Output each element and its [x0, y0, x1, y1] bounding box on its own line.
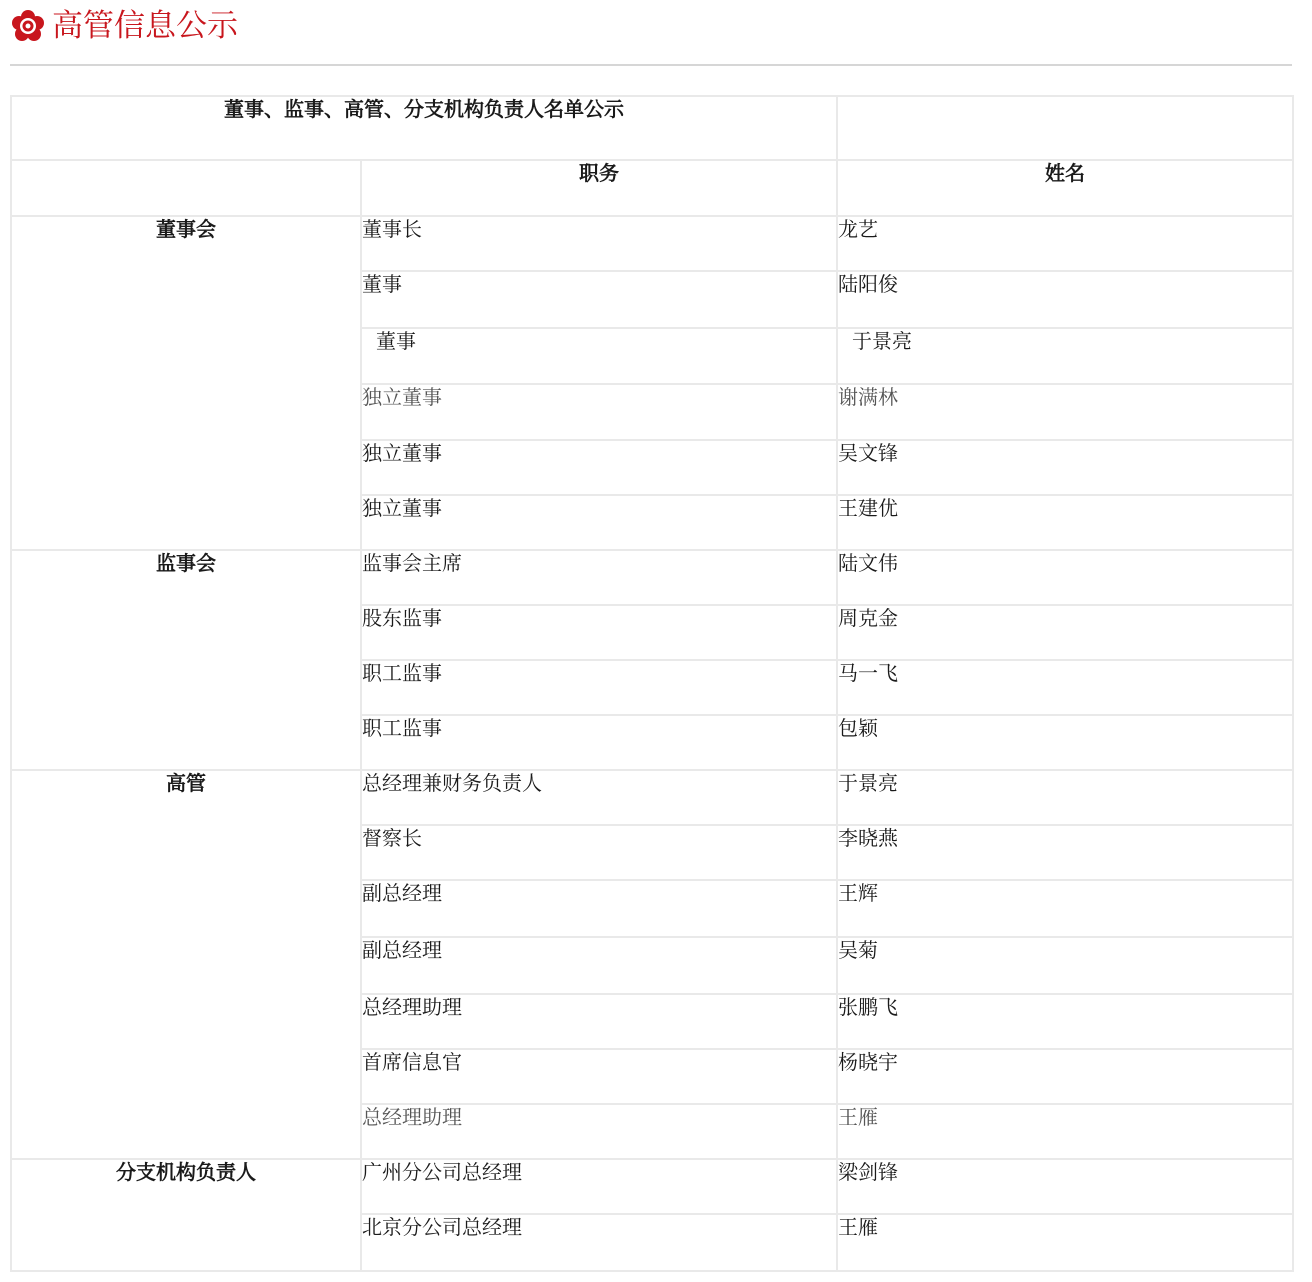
- roster-table: [10, 95, 1294, 1272]
- group-label: 分支机构负责人: [11, 1159, 361, 1271]
- caption-blank-cell: [837, 96, 1293, 160]
- name-cell: 王雁: [837, 1214, 1293, 1271]
- caption-row: [11, 96, 1293, 160]
- position-cell: 总经理助理: [361, 1104, 837, 1159]
- column-header-name: 姓名: [837, 160, 1293, 216]
- page-header: [10, 0, 1292, 66]
- name-cell: 张鹏飞: [837, 994, 1293, 1049]
- position-cell: 职工监事: [361, 715, 837, 770]
- name-cell: 吴菊: [837, 937, 1293, 994]
- table-row: [11, 770, 1293, 825]
- position-cell: 职工监事: [361, 660, 837, 715]
- name-cell: 李晓燕: [837, 825, 1293, 880]
- name-cell: 周克金: [837, 605, 1293, 660]
- position-cell: 股东监事: [361, 605, 837, 660]
- name-cell: 包颖: [837, 715, 1293, 770]
- page-title: 高管信息公示: [52, 8, 238, 44]
- name-cell: 梁剑锋: [837, 1159, 1293, 1214]
- position-cell: 副总经理: [361, 880, 837, 937]
- position-cell: 北京分公司总经理: [361, 1214, 837, 1271]
- name-cell: 王辉: [837, 880, 1293, 937]
- group-label: 监事会: [11, 550, 361, 770]
- name-cell: 于景亮: [837, 328, 1293, 384]
- name-cell: 谢满林: [837, 384, 1293, 440]
- position-cell: 督察长: [361, 825, 837, 880]
- name-cell: 王雁: [837, 1104, 1293, 1159]
- position-cell: 广州分公司总经理: [361, 1159, 837, 1214]
- header-blank-cell: [11, 160, 361, 216]
- name-cell: 王建优: [837, 495, 1293, 550]
- name-cell: 吴文锋: [837, 440, 1293, 495]
- table-row: [11, 550, 1293, 605]
- position-cell: 首席信息官: [361, 1049, 837, 1104]
- position-cell: 董事: [361, 271, 837, 328]
- group-label: 高管: [11, 770, 361, 1159]
- name-cell: 陆文伟: [837, 550, 1293, 605]
- name-cell: 龙艺: [837, 216, 1293, 271]
- name-cell: 马一飞: [837, 660, 1293, 715]
- position-cell: 独立董事: [361, 495, 837, 550]
- position-cell: 总经理助理: [361, 994, 837, 1049]
- position-cell: 副总经理: [361, 937, 837, 994]
- header-row: [11, 160, 1293, 216]
- table-caption: 董事、监事、高管、分支机构负责人名单公示: [11, 96, 837, 160]
- table-row: [11, 1159, 1293, 1214]
- column-header-position: 职务: [361, 160, 837, 216]
- position-cell: 监事会主席: [361, 550, 837, 605]
- table-row: [11, 216, 1293, 271]
- flower-logo-icon: [10, 8, 46, 44]
- group-label: 董事会: [11, 216, 361, 550]
- position-cell: 总经理兼财务负责人: [361, 770, 837, 825]
- name-cell: 于景亮: [837, 770, 1293, 825]
- name-cell: 陆阳俊: [837, 271, 1293, 328]
- position-cell: 董事: [361, 328, 837, 384]
- name-cell: 杨晓宇: [837, 1049, 1293, 1104]
- position-cell: 董事长: [361, 216, 837, 271]
- position-cell: 独立董事: [361, 384, 837, 440]
- position-cell: 独立董事: [361, 440, 837, 495]
